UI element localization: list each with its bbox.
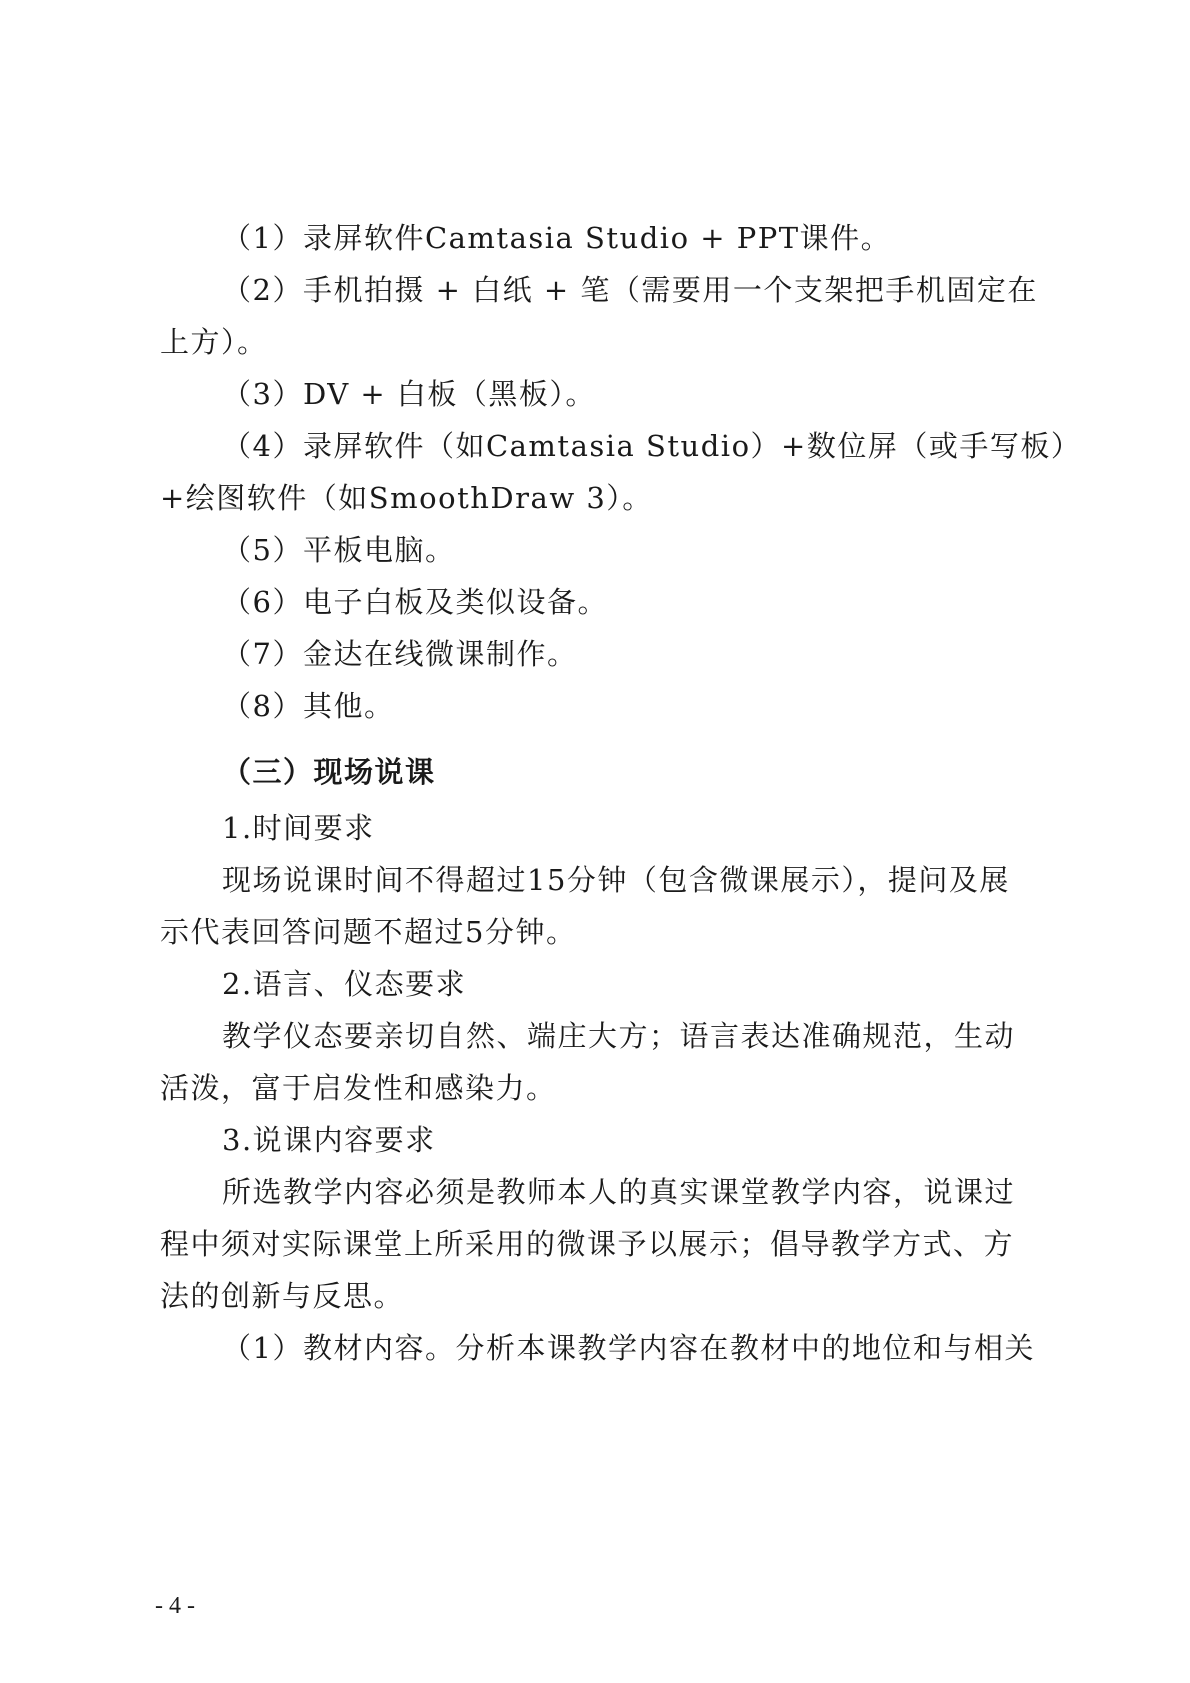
list-item-4-line-2: +绘图软件（如SmoothDraw 3）。	[160, 481, 653, 515]
list-item-7: （7）金达在线微课制作。	[222, 637, 578, 671]
list-item-4-line-1: （4）录屏软件（如Camtasia Studio）+数位屏（或手写板）	[222, 429, 1082, 463]
list-item-2-line-1: （2）手机拍摄 + 白纸 + 笔（需要用一个支架把手机固定在	[222, 273, 1038, 307]
section-heading: （三）现场说课	[222, 755, 436, 789]
paragraph-time-line-2: 示代表回答问题不超过5分钟。	[160, 915, 577, 949]
list-item-3: （3）DV + 白板（黑板）。	[222, 377, 596, 411]
list-item-textbook-content: （1）教材内容。分析本课教学内容在教材中的地位和与相关	[222, 1331, 1035, 1365]
list-item-5: （5）平板电脑。	[222, 533, 456, 567]
subheading-language: 2.语言、仪态要求	[222, 967, 467, 1001]
paragraph-time-line-1: 现场说课时间不得超过15分钟（包含微课展示），提问及展	[222, 863, 1010, 897]
page-number: - 4 -	[155, 1593, 195, 1619]
paragraph-content-line-2: 程中须对实际课堂上所采用的微课予以展示；倡导教学方式、方	[160, 1227, 1015, 1261]
subheading-content: 3.说课内容要求	[222, 1123, 436, 1157]
list-item-6: （6）电子白板及类似设备。	[222, 585, 608, 619]
subheading-time: 1.时间要求	[222, 811, 375, 845]
paragraph-language-line-2: 活泼，富于启发性和感染力。	[160, 1071, 557, 1105]
paragraph-content-line-1: 所选教学内容必须是教师本人的真实课堂教学内容，说课过	[222, 1175, 1016, 1209]
list-item-8: （8）其他。	[222, 689, 395, 723]
list-item-2-line-2: 上方）。	[160, 325, 268, 359]
paragraph-language-line-1: 教学仪态要亲切自然、端庄大方；语言表达准确规范，生动	[222, 1019, 1016, 1053]
paragraph-content-line-3: 法的创新与反思。	[160, 1279, 405, 1313]
list-item-1: （1）录屏软件Camtasia Studio + PPT课件。	[222, 221, 892, 255]
